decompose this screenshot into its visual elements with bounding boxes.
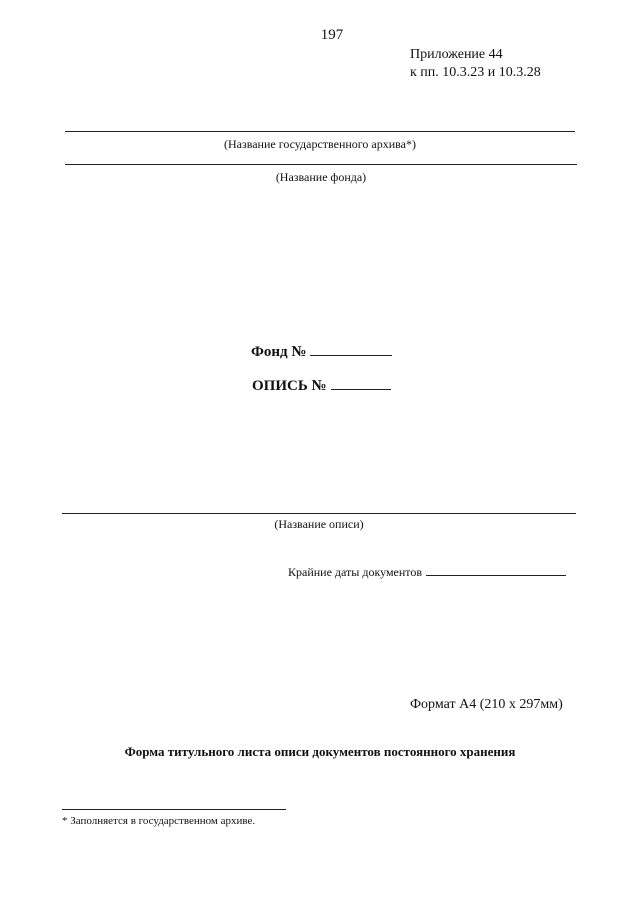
date-range-line	[288, 563, 566, 580]
fund-number-line	[251, 341, 392, 361]
fund-name-line	[65, 164, 577, 165]
archive-name-caption: (Название государственного архива*)	[223, 137, 417, 151]
footnote: * Заполняется в государственном архиве.	[62, 815, 256, 827]
page-number: 197	[320, 27, 344, 43]
date-range-label: Крайние даты документов	[288, 565, 423, 579]
date-range-blank	[426, 563, 566, 576]
fund-name-caption: (Название фонда)	[275, 170, 367, 184]
inventory-number-line	[252, 375, 391, 395]
fund-number-blank	[310, 341, 392, 356]
form-heading: Форма титульного листа описи документов постоянного хранения	[124, 744, 516, 759]
inventory-number-label: ОПИСЬ №	[252, 378, 327, 394]
format-note: Формат А4 (210 х 297мм)	[410, 697, 563, 712]
appendix-title: Приложение 44	[410, 47, 503, 62]
footnote-separator	[62, 809, 286, 810]
archive-name-line	[65, 131, 575, 132]
inventory-name-caption: (Название описи)	[274, 517, 364, 531]
appendix-reference: к пп. 10.3.23 и 10.3.28	[410, 65, 541, 80]
inventory-number-blank	[331, 375, 391, 390]
fund-number-label: Фонд №	[251, 344, 307, 360]
inventory-name-line	[62, 513, 576, 514]
